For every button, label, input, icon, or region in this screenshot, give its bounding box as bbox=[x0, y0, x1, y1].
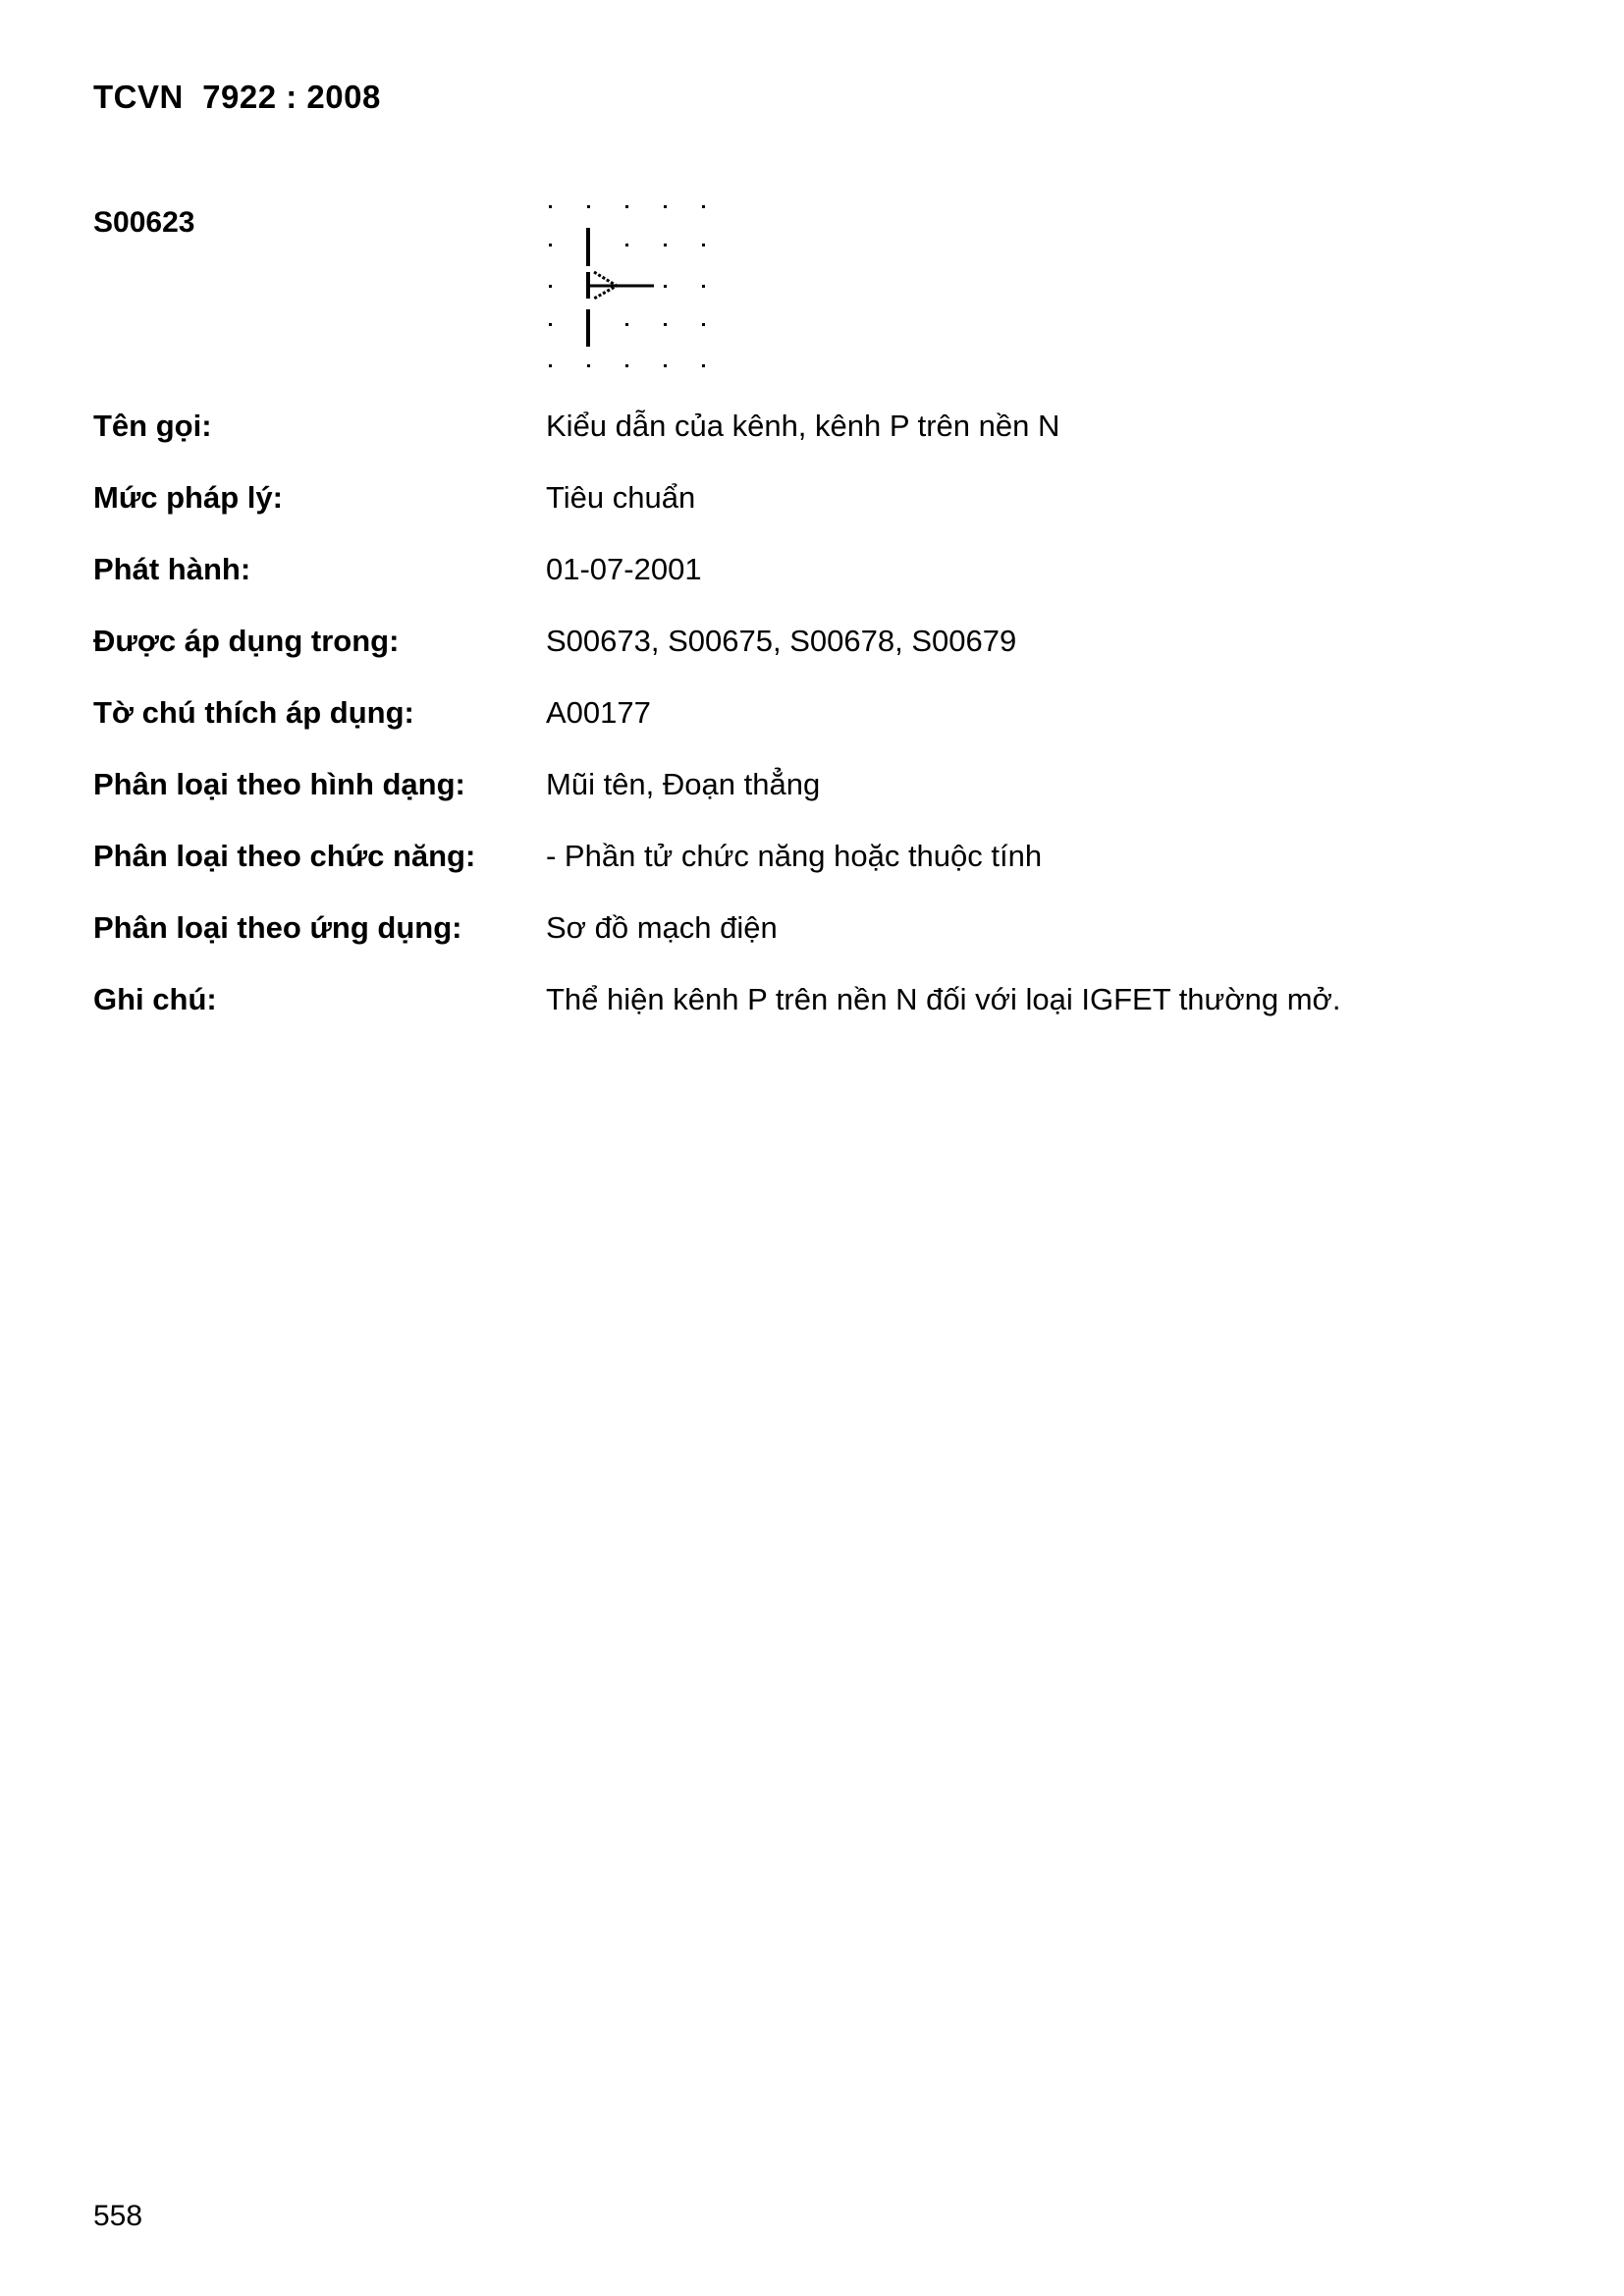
field-label: Được áp dụng trong: bbox=[93, 624, 400, 658]
page-number: 558 bbox=[93, 2200, 143, 2232]
field-label: Tờ chú thích áp dụng: bbox=[93, 695, 414, 730]
field-row-shape-class bbox=[93, 767, 1546, 810]
field-label: Tên gọi: bbox=[93, 409, 212, 443]
field-value: Thể hiện kênh P trên nền N đối với loại IGFET thường mở. bbox=[546, 982, 1341, 1016]
field-label: Phân loại theo chức năng: bbox=[93, 839, 476, 873]
field-row-legal-level bbox=[93, 480, 1546, 523]
field-row-annotation-sheet bbox=[93, 695, 1546, 738]
field-value: A00177 bbox=[546, 695, 651, 730]
field-value: Mũi tên, Đoạn thẳng bbox=[546, 767, 821, 801]
field-row-release-date bbox=[93, 552, 1546, 595]
field-value: Sơ đồ mạch điện bbox=[546, 910, 778, 945]
p-channel-on-n-substrate-symbol-icon bbox=[538, 194, 725, 376]
field-label: Phân loại theo ứng dụng: bbox=[93, 910, 462, 945]
field-value: Kiểu dẫn của kênh, kênh P trên nền N bbox=[546, 409, 1060, 443]
symbol-strokes bbox=[588, 228, 654, 347]
field-row-function-class bbox=[93, 839, 1546, 882]
field-row-note bbox=[93, 982, 1546, 1025]
field-label: Phân loại theo hình dạng: bbox=[93, 767, 465, 801]
field-label: Ghi chú: bbox=[93, 982, 217, 1016]
field-label: Phát hành: bbox=[93, 552, 251, 586]
symbol-code: S00623 bbox=[93, 206, 195, 239]
field-value: Tiêu chuẩn bbox=[546, 480, 696, 515]
field-value: S00673, S00675, S00678, S00679 bbox=[546, 624, 1017, 658]
field-row-applied-in bbox=[93, 624, 1546, 667]
field-value: - Phần tử chức năng hoặc thuộc tính bbox=[546, 839, 1043, 873]
field-row-name bbox=[93, 409, 1546, 452]
field-value: 01-07-2001 bbox=[546, 552, 702, 586]
field-row-application-class bbox=[93, 910, 1546, 954]
field-label: Mức pháp lý: bbox=[93, 480, 283, 515]
document-header-title: TCVN 7922 : 2008 bbox=[93, 79, 381, 115]
